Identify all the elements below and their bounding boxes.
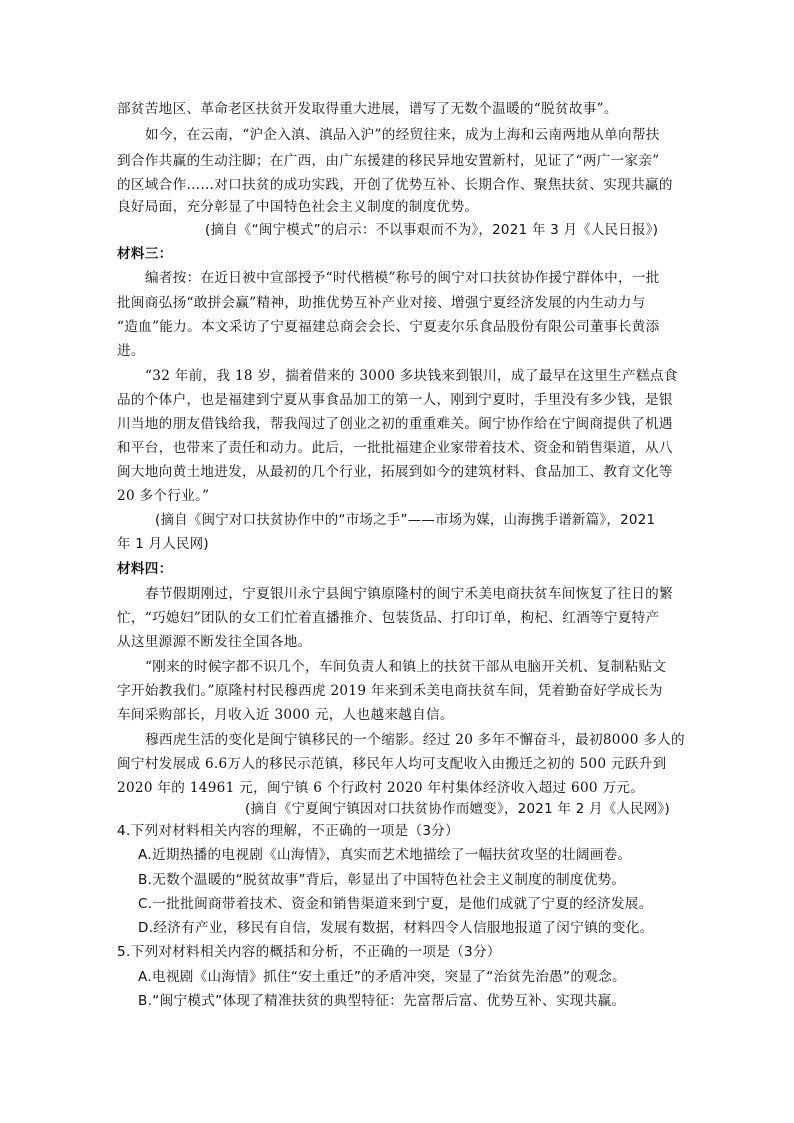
option-b: B.无数个温暖的“脱贫故事”背后，彰显出了中国特色社会主义制度的制度优势。 [138,872,626,888]
paragraph-line: 闽宁村发展成 6.6万人的移民示范镇，移民年人均可支配收入由搬迁之初的 500 元跃升到 [117,756,667,772]
quote-line: 和平台，也带来了责任和动力。此后，一批批福建企业家带着技术、资金和销售渠道，从八 [117,440,673,456]
editor-note-line: 进。 [117,343,145,359]
paragraph-line: 字开始教我们。”原隆村村民穆西虎 2019 年来到禾美电商扶贫车间，凭着勤奋好学成长为 [117,683,663,699]
paragraph-line: 穆西虎生活的变化是闽宁镇移民的一个缩影。经过 20 多年不懈奋斗，最初8000 多人的 [145,732,685,748]
material-heading: 材料四： [117,561,173,577]
option-d: D.经济有产业，移民有自信，发展有数据，材料四令人信服地报道了闵宁镇的变化。 [138,920,654,936]
option-c: C.一批批闽商带着技术、资金和销售渠道来到宁夏，是他们成就了宁夏的经济发展。 [138,896,653,912]
paragraph-line: 从这里源源不断发往全国各地。 [117,634,312,650]
editor-note-line: “造血”能力。本文采访了宁夏福建总商会会长、宁夏麦尔乐食品股份有限公司董事长黄添 [117,319,660,335]
paragraph-line: “刚来的时候字都不识几个，车间负责人和镇上的扶贫干部从电脑开关机、复制粘贴文 [145,659,667,675]
quote-line: 20 多个行业。” [117,488,210,504]
paragraph-line: 的区域合作……对口扶贫的成功实践，开创了优势互补、长期合作、聚焦扶贫、实现共赢的 [117,177,673,193]
quote-line: 川当地的朋友借钱给我，帮我闯过了创业之初的重重难关。闽宁协作给在宁闽商提供了机遇 [117,416,673,432]
paragraph-line: 部贫苦地区、革命老区扶贫开发取得重大进展，谱写了无数个温暖的“脱贫故事”。 [117,101,618,117]
quote-line: 品的个体户，也是福建到宁夏从事食品加工的第一人，刚到宁夏时，手里没有多少钱，是银 [117,392,673,408]
paragraph-line: 到合作共赢的生动注脚；在广西，由广东援建的移民异地安置新村，见证了“两广一家亲” [117,153,660,169]
question-stem: 4.下列对材料相关内容的理解，不正确的一项是（3分） [117,823,460,839]
source-citation: (摘自《“闽宁模式”的启示：不以事艰而不为》，2021 年 3 月《人民日报》) [205,223,659,238]
quote-line: 闽大地向黄土地进发，从最初的几个行业，拓展到如今的建筑材料、食品加工、教育文化等 [117,464,673,480]
source-citation: (摘自《闽宁对口扶贫协作中的“市场之手”——市场为媒，山海携手谱新篇》，2021 [155,513,656,528]
paragraph-line: 良好局面，充分彰显了中国特色社会主义制度的制度优势。 [117,199,479,215]
paragraph-line: 车间采购部长，月收入近 3000 元，人也越来越自信。 [117,707,454,723]
option-a: A.近期热播的电视剧《山海情》，真实而艺术地描绘了一幅扶贫攻坚的壮阔画卷。 [138,847,632,863]
question-stem: 5.下列对材料相关内容的概括和分析，不正确的一项是（3分） [117,944,501,960]
option-b: B.“闽宁模式”体现了精准扶贫的典型特征：先富帮后富、优势互补、实现共赢。 [138,993,626,1009]
editor-note-line: 批闽商弘扬“敢拼会赢”精神，助推优势互补产业对接、增强宁夏经济发展的内生动力与 [117,295,646,311]
material-heading: 材料三： [117,246,173,262]
paragraph-line: 忙，“巧媳妇”团队的女工们忙着直播推介、包装货品、打印订单，枸杞、红酒等宁夏特产 [117,610,660,626]
paragraph-line: 如今，在云南，“沪企入滇、滇品入沪”的经贸往来，成为上海和云南两地从单向帮扶 [145,127,660,143]
paragraph-line: 春节假期刚过，宁夏银川永宁县闽宁镇原隆村的闽宁禾美电商扶贫车间恢复了往日的繁 [145,586,673,602]
quote-line: “32 年前，我 18 岁，揣着借来的 3000 多块钱来到银川，成了最早在这里生产糕点食 [145,368,678,384]
source-citation: 年 1 月人民网) [117,537,209,552]
option-a: A.电视剧《山海情》抓住“安土重迁”的矛盾冲突，突显了“治贫先治愚”的观念。 [138,969,626,985]
paragraph-line: 2020 年的 14961 元，闽宁镇 6 个行政村 2020 年村集体经济收入超过 600 万元。 [117,780,645,796]
editor-note-line: 编者按：在近日被中宣部授予“时代楷模”称号的闽宁对口扶贫协作援宁群体中，一批 [145,270,660,286]
source-citation: (摘自《宁夏闽宁镇因对口扶贫协作而嬗变》，2021 年 2 月《人民网》) [245,802,671,817]
